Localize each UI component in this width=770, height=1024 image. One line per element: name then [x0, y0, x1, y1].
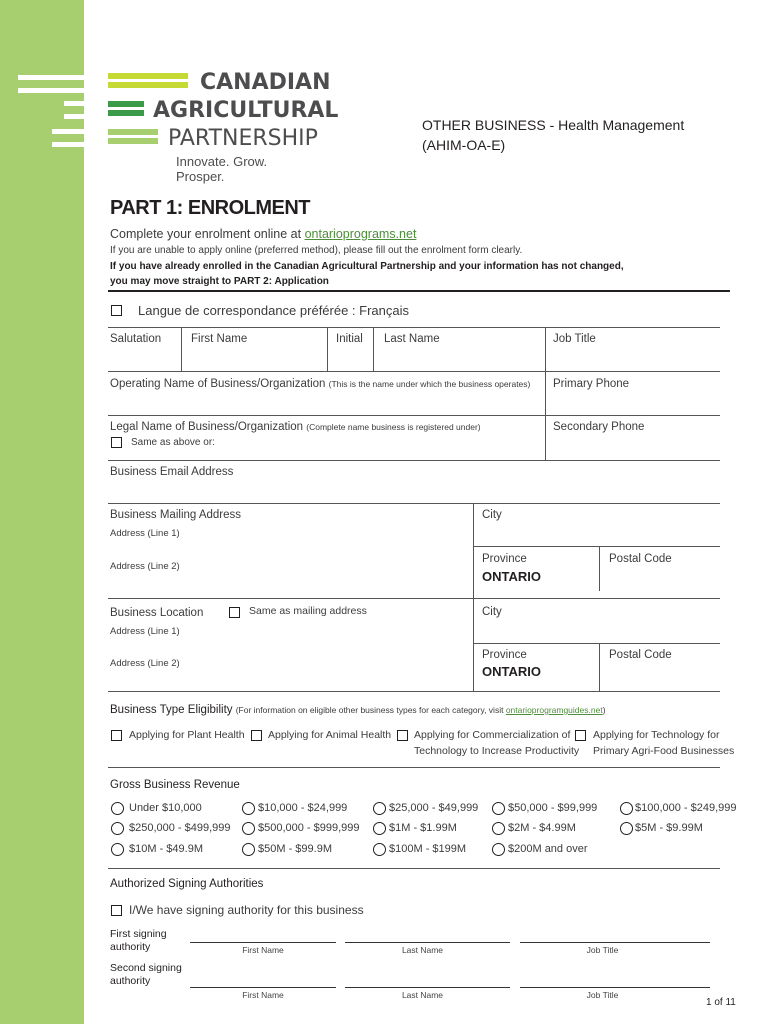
- logo-text-canadian: CANADIAN: [200, 70, 331, 95]
- part1-title: PART 1: ENROLMENT: [110, 197, 311, 219]
- col-border: [473, 503, 474, 691]
- revenue-radio-7[interactable]: [373, 822, 386, 835]
- col-border: [545, 327, 546, 461]
- same-as-above-label: Same as above or:: [131, 437, 215, 448]
- job-title-field[interactable]: Job Title: [553, 333, 596, 345]
- col-border: [181, 327, 182, 371]
- program-code: (AHIM-OA-E): [422, 137, 506, 153]
- primary-phone-field[interactable]: Primary Phone: [553, 378, 630, 390]
- sidebar-stripe: [52, 142, 84, 147]
- operating-name-field[interactable]: Operating Name of Business/Organization (This is the name under which the business operates): [110, 378, 531, 390]
- commercialization-checkbox[interactable]: [397, 730, 408, 741]
- revenue-radio-3[interactable]: [492, 802, 505, 815]
- revenue-radio-13[interactable]: [492, 843, 505, 856]
- sidebar-stripe: [52, 129, 84, 134]
- salutation-field[interactable]: Salutation: [110, 333, 162, 345]
- signing-title: Authorized Signing Authorities: [110, 878, 264, 890]
- langue-label: Langue de correspondance préférée : Français: [138, 303, 410, 318]
- langue-checkbox[interactable]: [111, 305, 122, 316]
- second-signer-last-name-line[interactable]: [345, 987, 510, 988]
- program-title: OTHER BUSINESS - Health Management: [422, 117, 685, 133]
- same-as-mailing-label: Same as mailing address: [249, 605, 367, 617]
- row-border: [473, 546, 720, 547]
- revenue-radio-9[interactable]: [620, 822, 633, 835]
- revenue-option-1: $10,000 - $24,999: [258, 802, 348, 814]
- initial-field[interactable]: Initial: [336, 333, 363, 345]
- second-signing-label: Second signing authority: [110, 962, 182, 987]
- plant-health-checkbox[interactable]: [111, 730, 122, 741]
- same-as-above-checkbox[interactable]: [111, 437, 122, 448]
- revenue-option-0: Under $10,000: [129, 802, 202, 814]
- revenue-option-11: $50M - $99.9M: [258, 843, 332, 855]
- first-signer-last-name-caption: Last Name: [401, 945, 444, 955]
- first-signer-first-name-caption: First Name: [242, 945, 284, 955]
- second-signer-first-name-caption: First Name: [242, 990, 284, 1000]
- business-location-label: Business Location: [110, 607, 204, 619]
- revenue-option-3: $50,000 - $99,999: [508, 802, 598, 814]
- row-border: [108, 767, 720, 768]
- page-number: 1 of 11: [706, 997, 736, 1008]
- sidebar-decoration: [0, 0, 84, 1024]
- logo-text-agricultural: AGRICULTURAL: [153, 98, 339, 123]
- revenue-option-12: $100M - $199M: [389, 843, 467, 855]
- col-border: [599, 546, 600, 591]
- row-border: [473, 643, 720, 644]
- plant-health-label: Applying for Plant Health: [129, 729, 245, 741]
- second-signer-job-title-line[interactable]: [520, 987, 710, 988]
- row-border: [108, 691, 720, 692]
- second-signer-first-name-line[interactable]: [190, 987, 336, 988]
- animal-health-checkbox[interactable]: [251, 730, 262, 741]
- mailing-address-label: Business Mailing Address: [110, 509, 242, 521]
- already-enrolled-note-2: you may move straight to PART 2: Application: [110, 276, 329, 287]
- location-province-label: Province: [482, 649, 527, 661]
- revenue-option-8: $2M - $4.99M: [508, 822, 576, 834]
- commercialization-label-2: Technology to Increase Productivity: [414, 745, 580, 757]
- location-address-line2[interactable]: Address (Line 2): [110, 658, 180, 669]
- sidebar-stripe: [64, 101, 84, 106]
- row-border: [108, 460, 720, 461]
- revenue-radio-0[interactable]: [111, 802, 124, 815]
- row-border: [108, 598, 720, 599]
- mailing-postal-field[interactable]: Postal Code: [609, 553, 672, 565]
- revenue-option-6: $500,000 - $999,999: [258, 822, 360, 834]
- revenue-radio-5[interactable]: [111, 822, 124, 835]
- technology-checkbox[interactable]: [575, 730, 586, 741]
- revenue-radio-12[interactable]: [373, 843, 386, 856]
- revenue-option-2: $25,000 - $49,999: [389, 802, 479, 814]
- ontarioprograms-link[interactable]: ontarioprograms.net: [304, 227, 417, 241]
- email-field[interactable]: Business Email Address: [110, 466, 234, 478]
- revenue-option-4: $100,000 - $249,999: [635, 802, 737, 814]
- row-border: [108, 415, 720, 416]
- revenue-option-9: $5M - $9.99M: [635, 822, 703, 834]
- already-enrolled-note-1: If you have already enrolled in the Canadian Agricultural Partnership and your information has not changed,: [110, 261, 624, 272]
- same-as-mailing-checkbox[interactable]: [229, 607, 240, 618]
- revenue-radio-6[interactable]: [242, 822, 255, 835]
- revenue-radio-11[interactable]: [242, 843, 255, 856]
- revenue-radio-8[interactable]: [492, 822, 505, 835]
- row-border: [108, 371, 720, 372]
- col-border: [373, 327, 374, 371]
- logo-tagline: Innovate. Grow. Prosper.: [176, 154, 268, 184]
- location-postal-field[interactable]: Postal Code: [609, 649, 672, 661]
- logo-text-partnership: PARTNERSHIP: [168, 126, 318, 151]
- signing-authority-label: I/We have signing authority for this business: [129, 903, 364, 917]
- section-divider: [108, 290, 730, 292]
- unable-note: If you are unable to apply online (preferred method), please fill out the enrolment form clearly.: [110, 245, 523, 256]
- first-signer-first-name-line[interactable]: [190, 942, 336, 943]
- sidebar-stripe: [64, 114, 84, 119]
- legal-name-field[interactable]: Legal Name of Business/Organization (Complete name business is registered under): [110, 421, 481, 433]
- first-signer-job-title-caption: Job Title: [586, 945, 619, 955]
- location-province-value: ONTARIO: [482, 664, 541, 679]
- mailing-province-value: ONTARIO: [482, 569, 541, 584]
- col-border: [327, 327, 328, 371]
- mailing-address-line2[interactable]: Address (Line 2): [110, 561, 180, 572]
- program-logo: [108, 70, 339, 184]
- sidebar-stripe: [18, 88, 84, 93]
- ontarioprogramguides-link[interactable]: ontarioprogramguides.net: [505, 705, 603, 715]
- second-signer-job-title-caption: Job Title: [586, 990, 619, 1000]
- technology-label-2: Primary Agri-Food Businesses: [593, 745, 735, 757]
- revenue-option-7: $1M - $1.99M: [389, 822, 457, 834]
- last-name-field[interactable]: Last Name: [384, 333, 440, 345]
- revenue-option-10: $10M - $49.9M: [129, 843, 203, 855]
- revenue-radio-4[interactable]: [620, 802, 633, 815]
- location-address-line1[interactable]: Address (Line 1): [110, 626, 180, 637]
- animal-health-label: Applying for Animal Health: [268, 729, 392, 741]
- technology-label-1: Applying for Technology for: [593, 729, 720, 741]
- location-city-field[interactable]: City: [482, 606, 502, 618]
- revenue-radio-10[interactable]: [111, 843, 124, 856]
- online-instruction: Complete your enrolment online at ontarioprograms.net: [110, 227, 417, 241]
- col-border: [599, 643, 600, 691]
- revenue-radio-1[interactable]: [242, 802, 255, 815]
- eligibility-title: Business Type Eligibility (For information on eligible other business types for each category, visit ontarioprogramguides.net): [110, 704, 606, 716]
- signing-authority-checkbox[interactable]: [111, 905, 122, 916]
- revenue-title: Gross Business Revenue: [110, 779, 240, 791]
- mailing-city-field[interactable]: City: [482, 509, 502, 521]
- row-border: [108, 327, 720, 328]
- first-signer-last-name-line[interactable]: [345, 942, 510, 943]
- revenue-option-13: $200M and over: [508, 843, 588, 855]
- mailing-province-label: Province: [482, 553, 527, 565]
- revenue-option-5: $250,000 - $499,999: [129, 822, 231, 834]
- sidebar-stripe: [18, 75, 84, 80]
- revenue-radio-2[interactable]: [373, 802, 386, 815]
- row-border: [108, 503, 720, 504]
- secondary-phone-field[interactable]: Secondary Phone: [553, 421, 645, 433]
- first-signing-label: First signing authority: [110, 928, 167, 953]
- mailing-address-line1[interactable]: Address (Line 1): [110, 528, 180, 539]
- second-signer-last-name-caption: Last Name: [401, 990, 444, 1000]
- first-signer-job-title-line[interactable]: [520, 942, 710, 943]
- row-border: [108, 868, 720, 869]
- first-name-field[interactable]: First Name: [191, 333, 248, 345]
- commercialization-label-1: Applying for Commercialization of: [414, 729, 571, 741]
